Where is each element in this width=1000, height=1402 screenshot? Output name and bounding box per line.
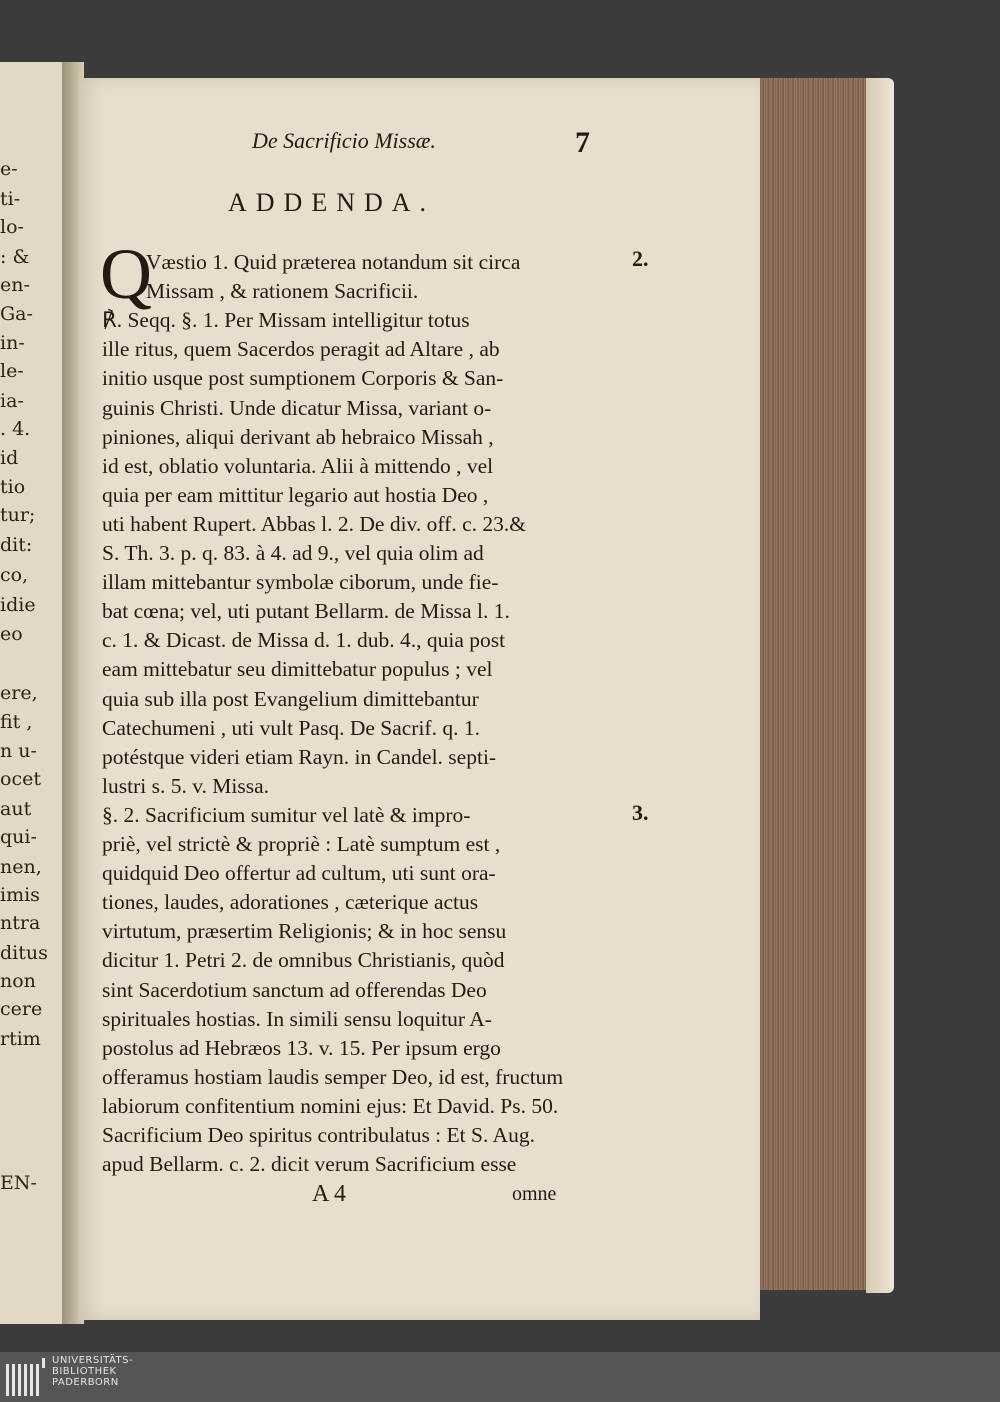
text-line: priè, vel strictè & propriè : Latè sumptum est , — [102, 832, 501, 856]
page-edges — [748, 78, 870, 1290]
text-line: bat cœna; vel, uti putant Bellarm. de Missa l. 1. — [102, 599, 510, 624]
text-line: S. Th. 3. p. q. 83. à 4. ad 9., vel quia olim ad — [102, 541, 484, 565]
left-page-fragment: id — [0, 447, 19, 469]
signature-mark: A 4 — [312, 1181, 347, 1207]
left-page-fragment: ocet — [0, 768, 41, 790]
left-page-fragment: en- — [0, 274, 30, 296]
text-line: ℟. Seqq. §. 1. Per Missam intelligitur totus — [102, 308, 470, 333]
left-page-fragment: le- — [0, 360, 24, 382]
text-line: quia per eam mittitur legario aut hostia Deo , — [102, 482, 489, 507]
running-header: De Sacrificio Missæ. — [252, 128, 436, 153]
left-page-fragment: n u- — [0, 740, 37, 762]
text-line: spirituales hostias. In simili sensu loquitur A- — [102, 1006, 492, 1031]
page-number: 7 — [575, 126, 590, 159]
left-page-fragment: . 4. — [0, 418, 31, 440]
left-page-fragment: nen, — [0, 856, 42, 878]
library-name-line3: PADERBORN — [52, 1377, 119, 1388]
left-page-fragment: ere, — [0, 682, 38, 704]
text-line: postolus ad Hebræos 13. v. 15. Per ipsum ergo — [102, 1035, 501, 1060]
book-cover-edge — [866, 78, 894, 1293]
left-page-fragment: lo- — [0, 216, 24, 238]
text-line: sint Sacerdotium sanctum ad offerendas Deo — [102, 977, 487, 1002]
text-line: guinis Christi. Unde dicatur Missa, variant o- — [102, 395, 492, 420]
text-line: quia sub illa post Evangelium dimittebantur — [102, 686, 479, 711]
text-line: uti habent Rupert. Abbas l. 2. De div. off. c. 23.& — [102, 511, 526, 536]
left-page-fragment: idie — [0, 594, 36, 616]
library-name — [52, 1355, 133, 1388]
text-line: Sacrificium Deo spiritus contribulatus : Et S. Aug. — [102, 1123, 535, 1147]
left-page-fragment: non — [0, 970, 36, 992]
left-page-fragment: tur; — [0, 504, 36, 526]
left-page-fragment: Ga- — [0, 303, 33, 325]
text-line: dicitur 1. Petri 2. de omnibus Christianis, quòd — [102, 948, 505, 973]
left-page-fragment: : & — [0, 246, 30, 268]
left-page-fragment: ti- — [0, 188, 21, 210]
text-line: §. 2. Sacrificium sumitur vel latè & impro- — [102, 802, 471, 827]
text-line: virtutum, præsertim Religionis; & in hoc sensu — [102, 919, 507, 944]
text-line: c. 1. & Dicast. de Missa d. 1. dub. 4., quia post — [102, 628, 506, 653]
drop-cap: Q — [100, 234, 152, 314]
left-page-fragment: e- — [0, 158, 18, 180]
left-page-fragment: dit: — [0, 534, 33, 556]
text-line: potéstque videri etiam Rayn. in Candel. septi- — [102, 744, 497, 769]
library-logo-icon — [6, 1358, 46, 1398]
left-page-fragment: qui- — [0, 826, 37, 848]
text-line: initio usque post sumptionem Corporis & San- — [102, 366, 504, 391]
text-line: Væstio 1. Quid præterea notandum sit circa — [146, 250, 521, 274]
left-page-fragment: ditus — [0, 942, 48, 964]
left-page-fragment: aut — [0, 798, 32, 820]
library-footer — [0, 1352, 1000, 1402]
text-line: labiorum confitentium nomini ejus: Et David. Ps. 50. — [102, 1093, 559, 1118]
text-line: quidquid Deo offertur ad cultum, uti sunt ora- — [102, 861, 496, 886]
text-line: ille ritus, quem Sacerdos peragit ad Altare , ab — [102, 337, 500, 362]
left-page-fragment: rtim — [0, 1028, 41, 1050]
library-name-line1: UNIVERSITÄTS- — [52, 1355, 134, 1366]
text-line: Catechumeni , uti vult Pasq. De Sacrif. q. 1. — [102, 715, 480, 740]
section-title: ADDENDA. — [228, 188, 436, 217]
text-line: tiones, laudes, adorationes , cæterique actus — [102, 890, 479, 915]
left-page-fragment: cere — [0, 998, 43, 1020]
left-page-fragment: ntra — [0, 912, 41, 934]
left-page-fragment: tio — [0, 476, 26, 498]
margin-number-3: 3. — [632, 800, 649, 825]
text-line: piniones, aliqui derivant ab hebraico Missah , — [102, 424, 494, 449]
text-line: offeramus hostiam laudis semper Deo, id est, fructum — [102, 1064, 564, 1089]
left-page-fragment: eo — [0, 623, 23, 645]
text-line: Missam , & rationem Sacrificii. — [146, 279, 419, 304]
left-page-fragment: ia- — [0, 390, 24, 412]
left-page-fragment: in- — [0, 332, 25, 354]
catchword: omne — [512, 1183, 557, 1205]
left-page-fragment: EN- — [0, 1172, 37, 1194]
text-line: illam mittebantur symbolæ ciborum, unde fie- — [102, 570, 499, 595]
library-name-line2: BIBLIOTHEK — [52, 1366, 117, 1377]
text-line: id est, oblatio voluntaria. Alii à mittendo , vel — [102, 453, 494, 478]
left-page-fragment: fit , — [0, 711, 33, 733]
margin-number-2: 2. — [632, 246, 649, 271]
text-line: lustri s. 5. v. Missa. — [102, 773, 270, 798]
left-page-fragment: co, — [0, 564, 29, 586]
text-line: apud Bellarm. c. 2. dicit verum Sacrificium esse — [102, 1152, 517, 1177]
left-page-fragment: imis — [0, 884, 40, 906]
text-line: eam mittebatur seu dimittebatur populus ; vel — [102, 657, 493, 682]
